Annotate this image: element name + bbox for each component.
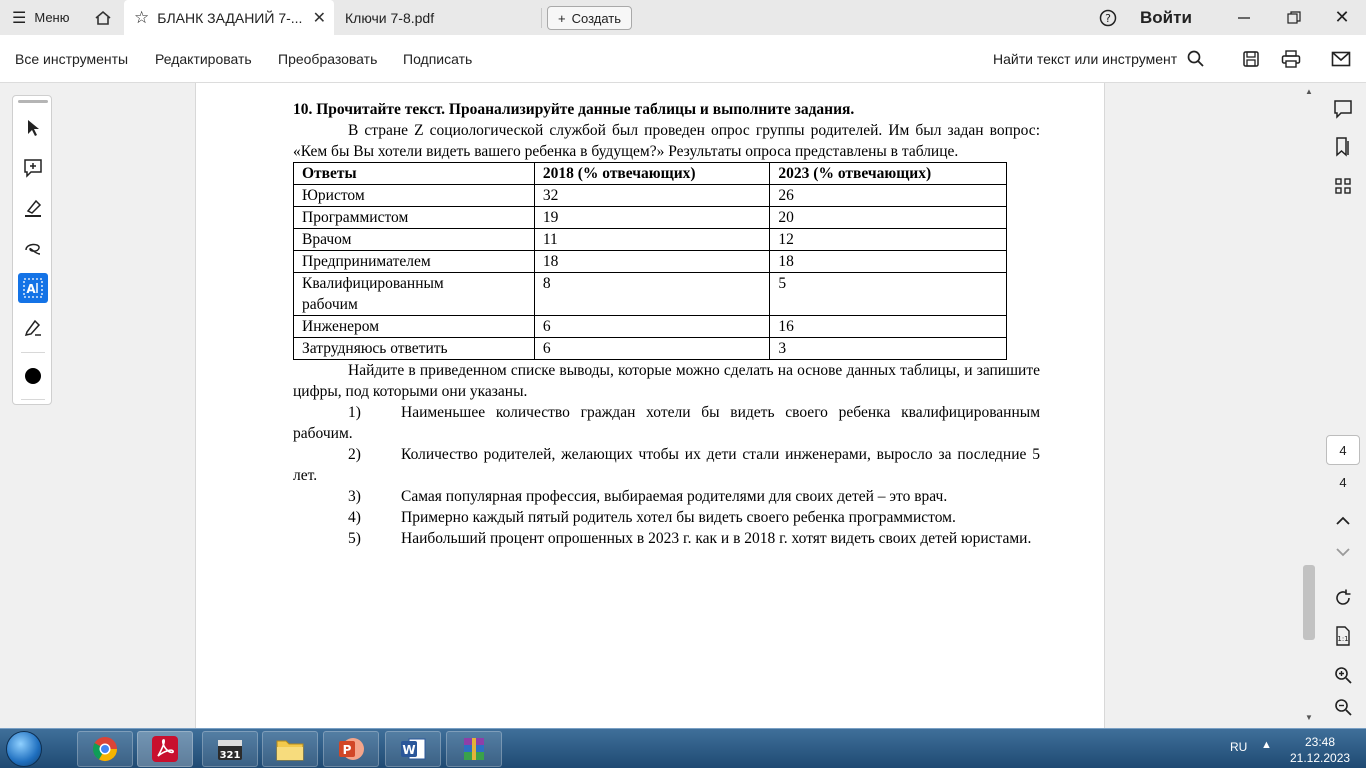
current-page-input[interactable]: 4: [1326, 435, 1360, 465]
taskbar-media-player[interactable]: [202, 731, 258, 767]
total-pages: 4: [1339, 475, 1347, 490]
clock[interactable]: [1290, 734, 1350, 766]
page-fit-icon: [1334, 626, 1352, 646]
table-cell: Инженером: [294, 316, 535, 338]
menu-label: Меню: [34, 10, 70, 25]
pdf-page: [195, 83, 1105, 728]
clock-date: 21.12.2023: [1290, 751, 1351, 765]
chevron-up-icon: [1336, 516, 1350, 526]
task-title: 10. Прочитайте текст. Проанализируйте данные таблицы и выполните задания.: [293, 101, 855, 118]
windows-taskbar: [0, 728, 1366, 768]
svg-text:W: W: [402, 743, 416, 757]
close-tab-icon[interactable]: ✕: [312, 9, 326, 27]
item-number: 2): [348, 446, 361, 463]
highlighter-icon: [23, 198, 43, 218]
svg-text:321: 321: [219, 750, 241, 761]
right-rail: [1320, 83, 1366, 728]
table-cell: 6: [534, 338, 770, 360]
table-cell: Программистом: [294, 207, 535, 229]
table-cell: 5: [770, 273, 1007, 316]
list-item: [293, 528, 1040, 549]
start-button[interactable]: [6, 731, 42, 767]
text-recognition-tool[interactable]: [18, 273, 48, 303]
table-cell: 18: [770, 251, 1007, 273]
word-icon: [399, 735, 427, 763]
media-player-icon: [216, 735, 244, 763]
table-cell: Врачом: [294, 229, 535, 251]
table-row: [294, 316, 1007, 338]
tab-divider: [541, 8, 542, 28]
bookmarks-button[interactable]: [1330, 134, 1356, 160]
taskbar-powerpoint[interactable]: [323, 731, 379, 767]
svg-text:P: P: [342, 743, 352, 757]
winrar-icon: [460, 735, 488, 763]
scrollbar-thumb[interactable]: [1303, 565, 1315, 640]
intro-paragraph: В стране Z социологической службой был проведен опрос группы родителей. Им был задан вопрос: «Кем бы Вы хотели видеть вашего ребенка в будущем?» Результаты опроса представлены в таблице.: [293, 122, 1040, 160]
item-text: Наибольший процент опрошенных в 2023 г. как и в 2018 г. хотят видеть своих детей юристами.: [401, 530, 1032, 547]
next-page-button[interactable]: [1330, 539, 1356, 565]
taskbar-word[interactable]: [385, 731, 441, 767]
item-text: Наименьшее количество граждан хотели бы видеть своего ребенка квалифицированным рабочим.: [293, 404, 1040, 442]
table-cell: 16: [770, 316, 1007, 338]
tool-divider: [21, 399, 45, 400]
survey-table: [293, 162, 1007, 360]
document-viewer: [0, 83, 1366, 728]
menu-button[interactable]: [12, 0, 69, 35]
tab-klyuchi[interactable]: [345, 0, 535, 35]
item-number: 3): [348, 488, 361, 505]
table-row: [294, 338, 1007, 360]
save-icon[interactable]: [1241, 49, 1261, 69]
powerpoint-icon: [337, 735, 365, 763]
table-cell: 20: [770, 207, 1007, 229]
tab-bar: [0, 0, 1366, 35]
thumbnails-button[interactable]: [1330, 173, 1356, 199]
plus-icon: +: [558, 10, 566, 26]
prev-page-button[interactable]: [1330, 508, 1356, 534]
zoom-out-button[interactable]: [1330, 694, 1356, 720]
table-cell: Юристом: [294, 185, 535, 207]
pen-sign-icon: [23, 318, 43, 338]
close-window-icon[interactable]: ✕: [1334, 7, 1350, 27]
svg-text:A: A: [26, 282, 36, 296]
column-header: Ответы: [294, 163, 535, 185]
table-cell: 12: [770, 229, 1007, 251]
help-button[interactable]: [1098, 0, 1118, 35]
drag-handle[interactable]: [18, 100, 48, 103]
item-number: 1): [348, 404, 361, 421]
show-hidden-icons-icon[interactable]: ▲: [1261, 739, 1272, 751]
find-label: Найти текст или инструмент: [993, 50, 1178, 67]
item-text: Количество родителей, желающих чтобы их дети стали инженерами, выросло за последние 5 лет.: [293, 446, 1040, 484]
table-cell: 6: [534, 316, 770, 338]
main-toolbar: [0, 35, 1366, 83]
create-label: Создать: [571, 10, 621, 26]
table-cell: 8: [534, 273, 770, 316]
taskbar-acrobat[interactable]: [137, 731, 193, 767]
scroll-down-arrow-icon[interactable]: ▼: [1305, 713, 1313, 722]
comments-button[interactable]: [1330, 96, 1356, 122]
taskbar-explorer[interactable]: [262, 731, 318, 767]
print-icon[interactable]: [1281, 49, 1301, 69]
convert-menu[interactable]: Преобразовать: [278, 51, 378, 67]
page-content: [293, 99, 1040, 549]
table-cell: Квалифицированным рабочим: [294, 273, 535, 316]
comment-icon: [1333, 99, 1353, 119]
chevron-down-icon: [1336, 547, 1350, 557]
home-button[interactable]: [92, 0, 114, 35]
svg-text:1:1: 1:1: [1337, 635, 1349, 643]
list-item: [293, 507, 1040, 528]
table-row: [294, 273, 1007, 316]
tab-title: Ключи 7-8.pdf: [345, 9, 435, 26]
search-icon: [1187, 50, 1204, 67]
color-dot-icon: [24, 367, 42, 385]
cursor-icon: [25, 119, 41, 137]
list-item: [293, 444, 1040, 486]
vertical-scrollbar[interactable]: [1301, 83, 1317, 728]
zoom-in-button[interactable]: [1330, 662, 1356, 688]
edit-menu[interactable]: Редактировать: [155, 51, 252, 67]
list-item: [293, 402, 1040, 444]
add-comment-tool[interactable]: [18, 153, 48, 183]
list-item: [293, 486, 1040, 507]
item-text: Самая популярная профессия, выбираемая родителями для своих детей – это врач.: [401, 488, 948, 505]
svg-text:?: ?: [1105, 11, 1111, 25]
hamburger-icon: ☰: [12, 9, 27, 27]
minimize-icon[interactable]: [1234, 0, 1254, 35]
help-icon: [1099, 9, 1117, 27]
table-row: [294, 229, 1007, 251]
item-text: Примерно каждый пятый родитель хотел бы видеть своего ребенка программистом.: [401, 509, 956, 526]
table-cell: Предпринимателем: [294, 251, 535, 273]
color-picker[interactable]: [18, 361, 48, 391]
text-select-icon: [22, 277, 44, 299]
login-button[interactable]: Войти: [1140, 7, 1192, 27]
table-cell: Затрудняюсь ответить: [294, 338, 535, 360]
table-cell: 26: [770, 185, 1007, 207]
sign-menu[interactable]: Подписать: [403, 51, 473, 67]
item-number: 5): [348, 530, 361, 547]
table-header-row: [294, 163, 1007, 185]
chrome-icon: [91, 735, 119, 763]
sign-tool[interactable]: [18, 313, 48, 343]
rotate-button[interactable]: [1330, 585, 1356, 611]
taskbar-chrome[interactable]: [77, 731, 133, 767]
comment-add-icon: [23, 158, 43, 178]
table-cell: 3: [770, 338, 1007, 360]
star-icon[interactable]: ☆: [134, 7, 150, 27]
instruction-paragraph: Найдите в приведенном списке выводы, которые можно сделать на основе данных таблицы, и запишите цифры, под которыми они указаны.: [293, 362, 1040, 400]
grid-icon: [1335, 178, 1351, 194]
table-row: [294, 251, 1007, 273]
column-header: 2023 (% отвечающих): [770, 163, 1007, 185]
table-cell: 11: [534, 229, 770, 251]
highlight-tool[interactable]: [18, 193, 48, 223]
table-cell: 32: [534, 185, 770, 207]
tab-blank-zadaniy[interactable]: [124, 0, 334, 35]
clock-time: 23:48: [1304, 735, 1336, 749]
table-cell: 18: [534, 251, 770, 273]
acrobat-icon: [151, 735, 179, 763]
select-tool[interactable]: [18, 113, 48, 143]
table-row: [294, 185, 1007, 207]
actual-size-button[interactable]: [1330, 623, 1356, 649]
scroll-up-arrow-icon[interactable]: ▲: [1305, 87, 1313, 96]
home-icon: [94, 10, 112, 26]
column-header: 2018 (% отвечающих): [534, 163, 770, 185]
create-button[interactable]: [547, 6, 632, 30]
draw-tool[interactable]: [18, 233, 48, 263]
tab-title: БЛАНК ЗАДАНИЙ 7-...: [157, 9, 303, 26]
quick-tools-panel: [12, 95, 52, 405]
freehand-icon: [23, 238, 43, 258]
folder-icon: [275, 736, 305, 762]
mail-icon[interactable]: [1331, 49, 1351, 69]
bookmark-icon: [1334, 137, 1352, 157]
all-tools-menu[interactable]: Все инструменты: [15, 51, 129, 67]
table-cell: 19: [534, 207, 770, 229]
table-row: [294, 207, 1007, 229]
language-indicator[interactable]: RU: [1230, 740, 1248, 754]
zoom-out-icon: [1334, 698, 1352, 716]
item-number: 4): [348, 509, 361, 526]
zoom-in-icon: [1334, 666, 1352, 684]
taskbar-winrar[interactable]: [446, 731, 502, 767]
rotate-icon: [1334, 589, 1352, 607]
restore-icon[interactable]: [1284, 0, 1304, 35]
tool-divider: [21, 352, 45, 353]
find-tool-search[interactable]: [993, 50, 1204, 67]
